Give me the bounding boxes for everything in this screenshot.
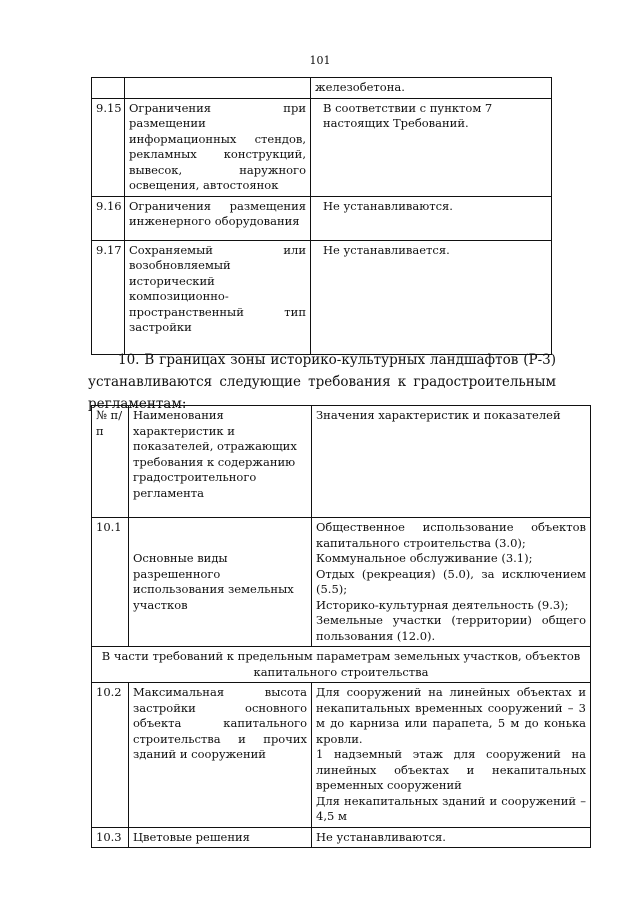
table-row (92, 78, 552, 99)
characteristic-value (312, 518, 591, 647)
characteristic-name: Сохраняемый или возобновляемый исторический композиционно-пространственный тип застройки (125, 240, 311, 354)
characteristic-name (125, 78, 311, 99)
table-row (92, 683, 591, 828)
characteristic-name: Основные виды разрешенного использования земельных участков (129, 518, 312, 647)
value-line: Для сооружений на линейных объектах и некапитальных временных сооружений – 3 м до карниза или парапета, 5 м до конька кровли. (316, 685, 586, 746)
value-line: Для некапитальных зданий и сооружений – 4,5 м (316, 793, 586, 823)
table-row (92, 518, 591, 647)
characteristic-value (312, 683, 591, 828)
regulations-table-continued (91, 77, 552, 355)
row-number: 9.17 (92, 240, 125, 354)
zone-r3-regulations-table (91, 405, 591, 848)
characteristic-value: В соответствии с пунктом 7 настоящих Требований. (311, 98, 552, 196)
characteristic-value: Не устанавливается. (311, 240, 552, 354)
row-number: 9.16 (92, 196, 125, 240)
section-title: В части требований к предельным параметрам земельных участков, объектов капитального строительства (92, 647, 591, 683)
characteristic-name: Ограничения размещения инженерного оборудования (125, 196, 311, 240)
page-number: 101 (309, 54, 331, 67)
value-line: Общественное использование объектов капитального строительства (3.0); (316, 520, 586, 550)
characteristic-name: Максимальная высота застройки основного объекта капитального строительства и прочих зданий и сооружений (129, 683, 312, 828)
value-line: Коммунальное обслуживание (3.1); (316, 551, 533, 565)
table-row (92, 196, 552, 240)
table-header-row (92, 406, 591, 518)
table-row (92, 98, 552, 196)
header-name: Наименования характеристик и показателей, отражающих требования к содержанию градостроительного регламента (129, 406, 312, 518)
zone-r3-paragraph: 10. В границах зоны историко-культурных ландшафтов (Р-3) устанавливаются следующие требования к градостроительным регламентам: (88, 352, 556, 412)
row-number: 9.15 (92, 98, 125, 196)
row-number (92, 78, 125, 99)
characteristic-value: Не устанавливаются. (311, 196, 552, 240)
value-line: Земельные участки (территории) общего пользования (12.0). (316, 613, 586, 643)
characteristic-name: Цветовые решения (129, 827, 312, 848)
row-number: 10.1 (92, 518, 129, 647)
table-row (92, 827, 591, 848)
characteristic-value: Не устанавливаются. (312, 827, 591, 848)
header-number: № п/п (92, 406, 129, 518)
characteristic-value: железобетона. (311, 78, 552, 99)
value-line: Историко-культурная деятельность (9.3); (316, 597, 569, 612)
characteristic-name: Ограничения при размещении информационных стендов, рекламных конструкций, вывесок, наружного освещения, автостоянок (125, 98, 311, 196)
value-line: Отдых (рекреация) (5.0), за исключением (5.5); (316, 566, 586, 596)
table-row (92, 240, 552, 354)
row-number: 10.2 (92, 683, 129, 828)
row-number: 10.3 (92, 827, 129, 848)
value-line: 1 надземный этаж для сооружений на линейных объектах и некапитальных временных сооружений (316, 747, 586, 792)
section-title-row (92, 647, 591, 683)
header-value: Значения характеристик и показателей (312, 406, 591, 518)
